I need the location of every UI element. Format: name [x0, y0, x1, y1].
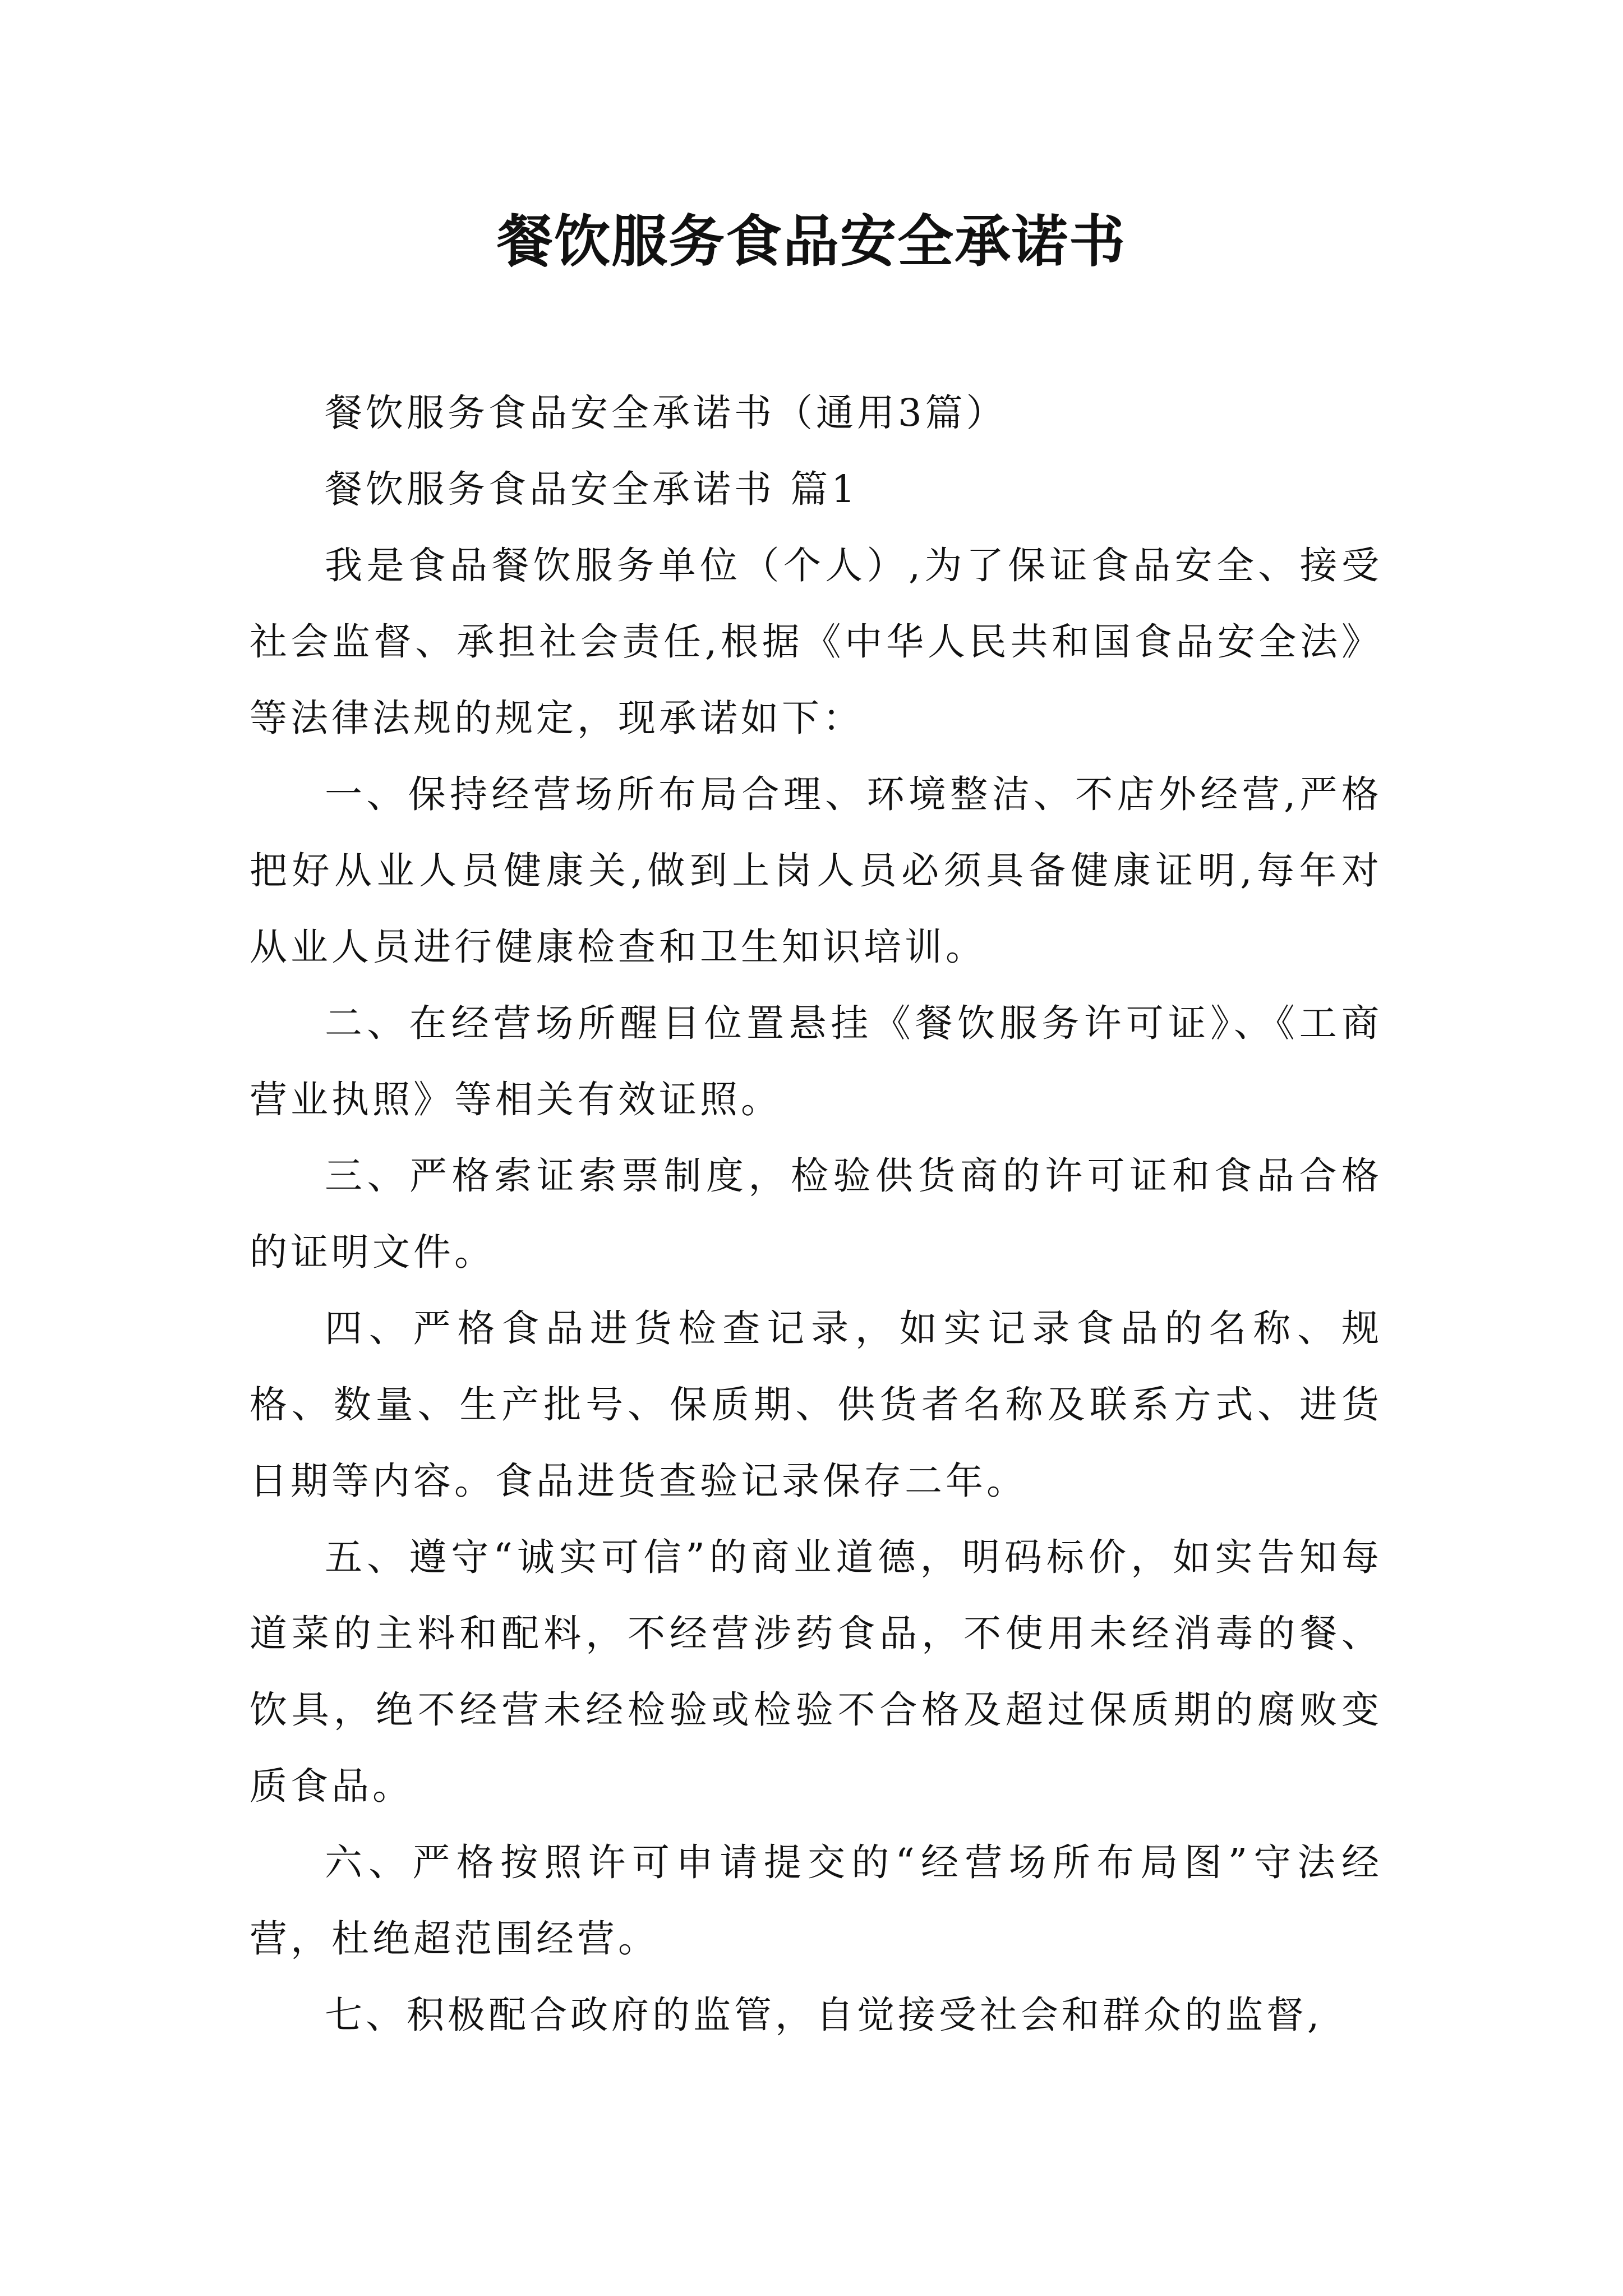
- document-body: [250, 375, 1382, 2053]
- document-title: 餐饮服务食品安全承诺书: [497, 208, 1126, 274]
- paragraph-item-6: 六、严格按照许可申请提交的“经营场所布局图”守法经营，杜绝超范围经营。: [250, 1841, 1382, 1961]
- paragraph-item-5: 五、遵守“诚实可信”的商业道德，明码标价，如实告知每道菜的主料和配料，不经营涉药食品，不使用未经消毒的餐、饮具，绝不经营未经检验或检验不合格及超过保质期的腐败变质食品。: [250, 1535, 1382, 1808]
- paragraph-item-7: 七、积极配合政府的监管，自觉接受社会和群众的监督,: [325, 1993, 1323, 2037]
- paragraph-item-4: 四、严格食品进货检查记录，如实记录食品的名称、规格、数量、生产批号、保质期、供货者名称及联系方式、进货日期等内容。食品进货查验记录保存二年。: [250, 1306, 1382, 1503]
- paragraph-intro: 我是食品餐饮服务单位（个人）,为了保证食品安全、接受社会监督、承担社会责任,根据《中华人民共和国食品安全法》等法律法规的规定，现承诺如下：: [250, 544, 1382, 740]
- paragraph-section-heading: 餐饮服务食品安全承诺书 篇1: [325, 467, 859, 511]
- paragraph-item-2: 二、在经营场所醒目位置悬挂《餐饮服务许可证》、《工商营业执照》等相关有效证照。: [250, 1001, 1382, 1121]
- paragraph-subtitle: 餐饮服务食品安全承诺书（通用3篇）: [325, 391, 1007, 435]
- paragraph-item-3: 三、严格索证索票制度，检验供货商的许可证和食品合格的证明文件。: [250, 1154, 1382, 1274]
- paragraph-item-1: 一、保持经营场所布局合理、环境整洁、不店外经营,严格把好从业人员健康关,做到上岗人员必须具备健康证明,每年对从业人员进行健康检查和卫生知识培训。: [250, 772, 1382, 969]
